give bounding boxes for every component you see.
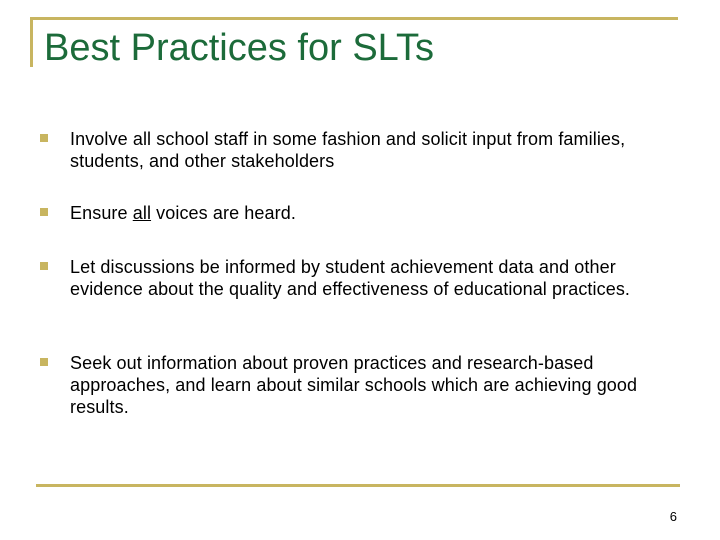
bullet-text-after: voices are heard. — [151, 203, 296, 223]
square-bullet-icon — [40, 262, 48, 270]
bullet-text: Seek out information about proven practices and research-based approaches, and learn about similar schools which are achieving good results. — [70, 353, 638, 417]
bullet-text-before: Ensure — [70, 203, 133, 223]
bottom-border-line — [36, 484, 680, 487]
bullet-text — [70, 202, 660, 224]
page-number: 6 — [669, 509, 677, 524]
top-border-line — [30, 17, 678, 20]
square-bullet-icon — [40, 208, 48, 216]
bullet-emphasis: all — [132, 203, 152, 223]
bullet-text: Let discussions be informed by student achievement data and other evidence about the quality and effectiveness of educational practices. — [70, 257, 631, 299]
bullet-text: Involve all school staff in some fashion and solicit input from families, students, and other stakeholders — [70, 129, 626, 171]
square-bullet-icon — [40, 134, 48, 142]
left-border-line — [30, 17, 33, 67]
square-bullet-icon — [40, 358, 48, 366]
slide-title: Best Practices for SLTs — [44, 27, 434, 69]
